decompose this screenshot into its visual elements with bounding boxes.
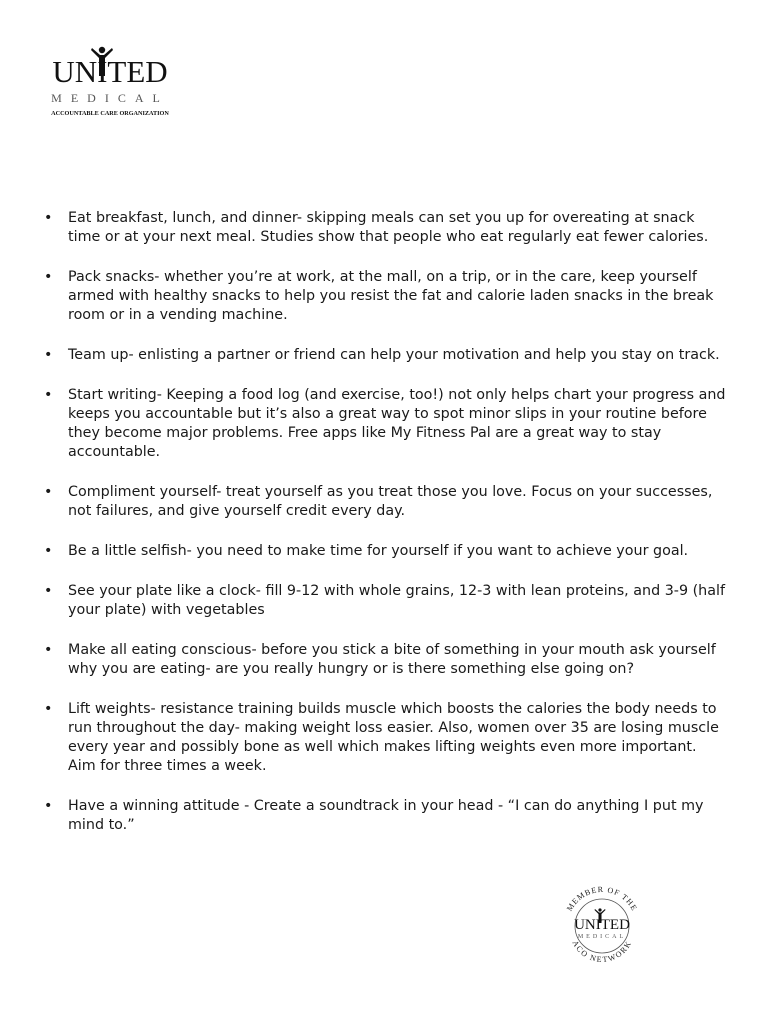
bullet-icon: •: [44, 583, 53, 599]
tip-text: Make all eating conscious- before you stick a bite of something in your mouth ask yourself why you are eating- are you really hungry or is there something else going on?: [68, 642, 716, 677]
bullet-icon: •: [44, 484, 53, 500]
bullet-icon: •: [44, 701, 53, 717]
aco-network-seal: [556, 880, 648, 972]
seal-arc-top: MEMBER OF THE: [564, 884, 640, 913]
list-item: [40, 641, 728, 679]
list-item: [40, 542, 728, 561]
tip-text: Have a winning attitude - Create a soundtrack in your head - “I can do anything I put my mind to.”: [68, 798, 704, 833]
list-item: [40, 209, 728, 247]
seal-name: UNITED: [574, 917, 630, 933]
list-item: [40, 386, 728, 462]
tip-text: Pack snacks- whether you’re at work, at the mall, on a trip, or in the care, keep yourself armed with healthy snacks to help you resist the fat and calorie laden snacks in the break room or in a vending machine.: [68, 269, 714, 323]
tip-text: Be a little selfish- you need to make time for yourself if you want to achieve your goal.: [68, 543, 689, 559]
list-item: [40, 346, 728, 365]
list-item: [40, 582, 728, 620]
list-item: [40, 268, 728, 325]
tip-text: Compliment yourself- treat yourself as you treat those you love. Focus on your successes, not failures, and give yourself credit every day.: [68, 484, 713, 519]
bullet-icon: •: [44, 798, 53, 814]
tip-text: Team up- enlisting a partner or friend can help your motivation and help you stay on track.: [68, 347, 720, 363]
tip-text: Eat breakfast, lunch, and dinner- skipping meals can set you up for overeating at snack time or at your next meal. Studies show that people who eat regularly eat fewer calories.: [68, 210, 709, 245]
list-item: [40, 483, 728, 521]
united-medical-logo: [40, 42, 180, 120]
logo-subtitle: MEDICAL: [51, 91, 169, 105]
seal-arc-bottom: ACO NETWORK: [570, 938, 634, 965]
bullet-icon: •: [44, 347, 53, 363]
logo-tagline: ACCOUNTABLE CARE ORGANIZATION: [51, 110, 169, 117]
list-item: [40, 700, 728, 776]
tip-text: Start writing- Keeping a food log (and exercise, too!) not only helps chart your progress and keeps you accountable but it’s also a great way to spot minor slips in your routine before they become major problems. Free apps like My Fitness Pal are a great way to stay accountable.: [68, 387, 726, 460]
logo-name: UNITED: [52, 54, 168, 89]
bullet-icon: •: [44, 210, 53, 226]
seal-subtitle: MEDICAL: [577, 934, 627, 940]
seal-graphic: [556, 880, 648, 972]
list-item: [40, 797, 728, 835]
tip-text: Lift weights- resistance training builds muscle which boosts the calories the body needs to run throughout the day- making weight loss easier. Also, women over 35 are losing muscle every year and possibly bone as well which makes lifting weights even more important. Aim for three times a week.: [68, 701, 719, 774]
tip-text: See your plate like a clock- fill 9-12 with whole grains, 12-3 with lean proteins, and 3-9 (half your plate) with vegetables: [68, 583, 726, 618]
logo-graphic: [40, 42, 180, 120]
tips-list: [40, 209, 728, 856]
bullet-icon: •: [44, 642, 53, 658]
bullet-icon: •: [44, 543, 53, 559]
bullet-icon: •: [44, 269, 53, 285]
bullet-icon: •: [44, 387, 53, 403]
